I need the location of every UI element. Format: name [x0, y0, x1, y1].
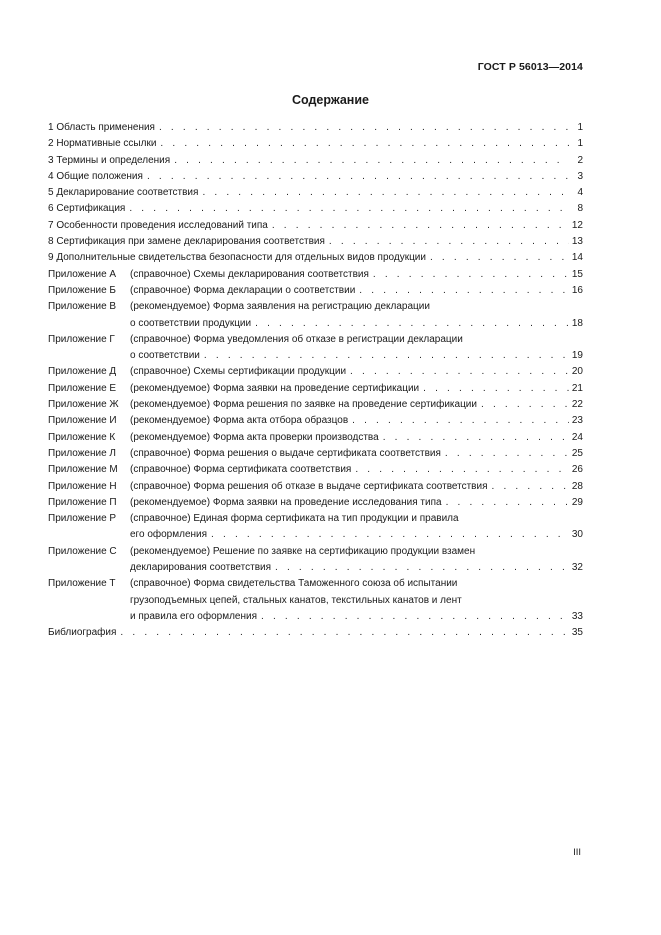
appendix-title-cont: грузоподъемных цепей, стальных канатов, текстильных канатов и лент	[130, 594, 462, 606]
standard-code: ГОСТ Р 56013—2014	[477, 61, 583, 73]
toc-appendix-entry[interactable]	[48, 381, 583, 397]
toc-entry-page: 33	[571, 610, 583, 622]
appendix-prefix: Приложение Ж	[48, 399, 119, 411]
appendix-prefix: Приложение М	[48, 464, 118, 476]
appendix-title-cont: декларирования соответствия	[130, 562, 272, 574]
toc-entry[interactable]	[48, 153, 583, 169]
toc-entry-label: Библиография	[48, 627, 117, 639]
toc-appendix-entry[interactable]	[48, 413, 583, 429]
toc-entry-label: 3 Термины и определения	[48, 154, 171, 166]
dot-leader	[120, 625, 569, 641]
dot-leader	[359, 283, 569, 299]
appendix-title: (справочное) Форма решения о выдаче сертификата соответствия	[130, 447, 441, 459]
toc-appendix-entry[interactable]	[48, 479, 583, 495]
dot-leader	[160, 136, 569, 152]
appendix-prefix: Приложение Т	[48, 578, 116, 590]
toc-entry-page: 1	[577, 138, 583, 150]
appendix-prefix: Приложение П	[48, 496, 117, 508]
toc-entry-page: 13	[571, 236, 583, 248]
appendix-title: (рекомендуемое) Форма заявки на проведение сертификации	[130, 382, 420, 394]
appendix-title: (рекомендуемое) Форма заявления на регистрацию декларации	[130, 301, 430, 313]
appendix-title-cont: его оформления	[130, 529, 208, 541]
dot-leader	[423, 381, 569, 397]
toc-entry-page: 28	[571, 480, 583, 492]
appendix-title: (справочное) Форма решения об отказе в выдаче сертификата соответствия	[130, 480, 488, 492]
table-of-contents	[48, 120, 583, 642]
toc-appendix-entry[interactable]	[48, 299, 583, 332]
appendix-title: (рекомендуемое) Решение по заявке на сертификацию продукции взамен	[130, 545, 476, 557]
toc-entry-page: 15	[571, 268, 583, 280]
toc-entry-page: 8	[577, 203, 583, 215]
appendix-prefix: Приложение В	[48, 301, 117, 313]
dot-leader	[329, 234, 569, 250]
toc-appendix-entry[interactable]	[48, 283, 583, 299]
toc-appendix-entry[interactable]	[48, 267, 583, 283]
dot-leader	[275, 560, 569, 576]
dot-leader	[492, 479, 570, 495]
toc-entry-bibliography[interactable]	[48, 625, 583, 641]
appendix-prefix: Приложение Л	[48, 447, 116, 459]
dot-leader	[147, 169, 569, 185]
toc-entry-page: 21	[571, 382, 583, 394]
toc-entry-page: 20	[571, 366, 583, 378]
dot-leader	[481, 397, 569, 413]
toc-entry-page: 26	[571, 464, 583, 476]
dot-leader	[373, 267, 569, 283]
appendix-title: (справочное) Форма свидетельства Таможенного союза об испытании	[130, 578, 458, 590]
toc-title: Содержание	[291, 93, 369, 107]
appendix-title: (справочное) Форма уведомления об отказе в регистрации декларации	[130, 333, 463, 345]
toc-entry-page: 12	[571, 219, 583, 231]
toc-appendix-entry[interactable]	[48, 332, 583, 365]
toc-entry-page: 16	[571, 284, 583, 296]
appendix-prefix: Приложение Б	[48, 284, 116, 296]
appendix-title-cont: и правила его оформления	[130, 610, 258, 622]
toc-appendix-entry[interactable]	[48, 446, 583, 462]
appendix-title: (справочное) Форма сертификата соответствия	[130, 464, 352, 476]
toc-entry-page: 25	[571, 447, 583, 459]
toc-entry-page: 23	[571, 415, 583, 427]
toc-entry-page: 19	[571, 350, 583, 362]
toc-entry-label: 4 Общие положения	[48, 170, 143, 182]
toc-appendix-entry[interactable]	[48, 511, 583, 544]
dot-leader	[174, 153, 569, 169]
dot-leader	[255, 316, 569, 332]
appendix-title: (рекомендуемое) Форма решения по заявке на проведение сертификации	[130, 399, 477, 411]
appendix-prefix: Приложение Г	[48, 333, 115, 345]
appendix-title: (справочное) Схемы декларирования соответствия	[130, 268, 369, 280]
dot-leader	[129, 201, 569, 217]
appendix-prefix: Приложение Е	[48, 382, 117, 394]
appendix-prefix: Приложение Р	[48, 513, 117, 525]
toc-appendix-entry[interactable]	[48, 495, 583, 511]
toc-entry-label: 8 Сертификация при замене декларирования соответствия	[48, 236, 325, 248]
toc-entry-page: 3	[577, 170, 583, 182]
appendix-title: (справочное) Схемы сертификации продукции	[130, 366, 347, 378]
toc-appendix-entry[interactable]	[48, 462, 583, 478]
dot-leader	[446, 495, 569, 511]
toc-entry-page: 14	[571, 252, 583, 264]
toc-appendix-entry[interactable]	[48, 430, 583, 446]
toc-appendix-entry[interactable]	[48, 576, 583, 625]
toc-appendix-entry[interactable]	[48, 544, 583, 577]
dot-leader	[272, 218, 569, 234]
toc-entry[interactable]	[48, 218, 583, 234]
dot-leader	[350, 364, 569, 380]
dot-leader	[445, 446, 569, 462]
toc-entry-label: 2 Нормативные ссылки	[48, 138, 157, 150]
toc-entry-page: 29	[571, 496, 583, 508]
dot-leader	[383, 430, 569, 446]
toc-entry-label: 9 Дополнительные свидетельства безопасности для отдельных видов продукции	[48, 252, 426, 264]
appendix-prefix: Приложение Д	[48, 366, 117, 378]
toc-entry[interactable]	[48, 120, 583, 136]
dot-leader	[202, 185, 569, 201]
toc-entry[interactable]	[48, 234, 583, 250]
dot-leader	[430, 250, 569, 266]
toc-entry-page: 24	[571, 431, 583, 443]
appendix-title: (справочное) Единая форма сертификата на тип продукции и правила	[130, 513, 459, 525]
dot-leader	[159, 120, 569, 136]
appendix-prefix: Приложение С	[48, 545, 117, 557]
appendix-title: (рекомендуемое) Форма акта отбора образцов	[130, 415, 349, 427]
appendix-prefix: Приложение И	[48, 415, 117, 427]
toc-entry[interactable]	[48, 169, 583, 185]
appendix-prefix: Приложение Н	[48, 480, 117, 492]
toc-entry[interactable]	[48, 136, 583, 152]
toc-entry-page: 18	[571, 317, 583, 329]
appendix-prefix: Приложение К	[48, 431, 116, 443]
toc-entry[interactable]	[48, 185, 583, 201]
dot-leader	[261, 609, 569, 625]
toc-entry-page: 4	[577, 187, 583, 199]
appendix-title-cont: о соответствии продукции	[130, 317, 252, 329]
dot-leader	[211, 527, 569, 543]
dot-leader	[204, 348, 569, 364]
appendix-prefix: Приложение А	[48, 268, 117, 280]
toc-entry-label: 6 Сертификация	[48, 203, 126, 215]
toc-entry-page: 35	[571, 627, 583, 639]
toc-appendix-entry[interactable]	[48, 397, 583, 413]
toc-entry[interactable]	[48, 250, 583, 266]
appendix-title: (рекомендуемое) Форма заявки на проведение исследования типа	[130, 496, 442, 508]
toc-entry-page: 30	[571, 529, 583, 541]
toc-entry-page: 2	[577, 154, 583, 166]
appendix-title: (справочное) Форма декларации о соответствии	[130, 284, 356, 296]
dot-leader	[355, 462, 569, 478]
toc-entry-label: 1 Область применения	[48, 122, 155, 133]
toc-entry-label: 7 Особенности проведения исследований типа	[48, 219, 268, 231]
toc-entry-label: 5 Декларирование соответствия	[48, 187, 199, 199]
page-number: III	[573, 847, 581, 858]
toc-entry-page: 1	[577, 122, 583, 133]
toc-entry[interactable]	[48, 201, 583, 217]
toc-appendix-entry[interactable]	[48, 364, 583, 380]
appendix-title-cont: о соответствии	[130, 350, 200, 362]
toc-entry-page: 22	[571, 399, 583, 411]
appendix-title: (рекомендуемое) Форма акта проверки производства	[130, 431, 379, 443]
toc-entry-page: 32	[571, 562, 583, 574]
dot-leader	[352, 413, 569, 429]
